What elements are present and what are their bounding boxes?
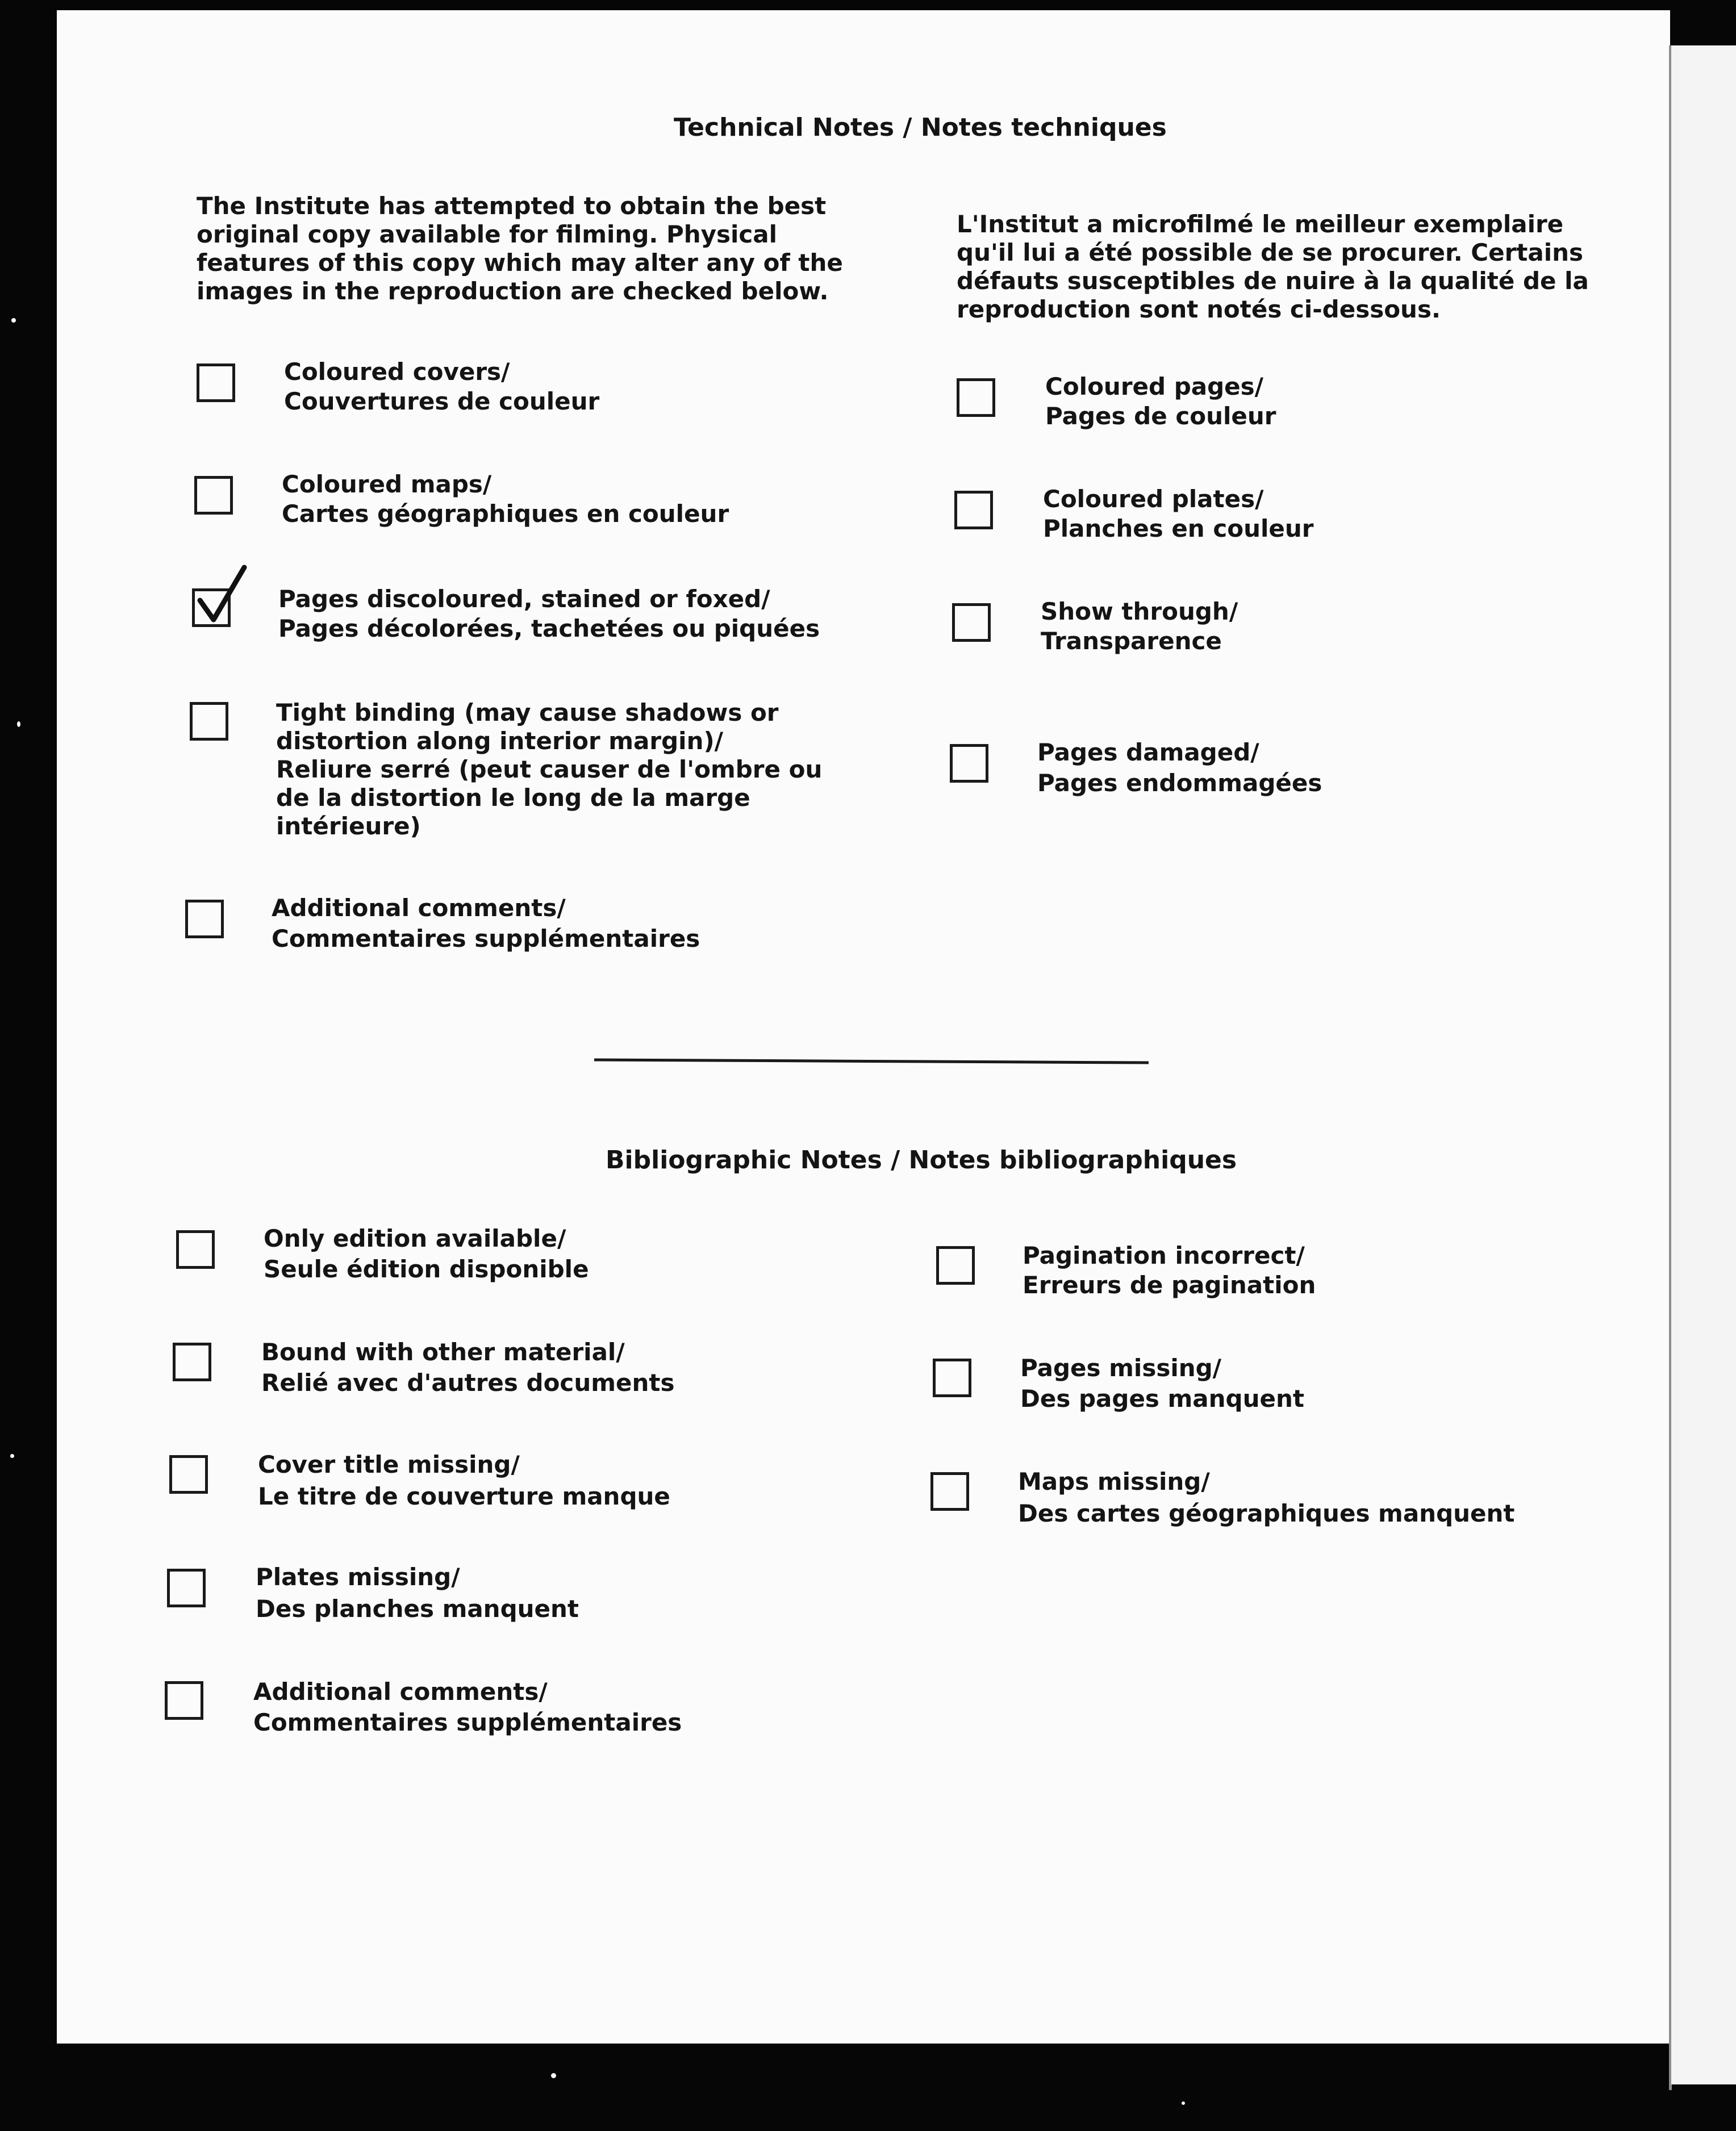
tight-binding-line-3: Reliure serré (peut causer de l'ombre ou <box>276 755 823 783</box>
film-speck <box>17 721 20 727</box>
tight-binding-checkbox[interactable] <box>190 702 228 741</box>
coloured-pages-checkbox[interactable] <box>957 378 995 417</box>
coloured-covers-label-en: Coloured covers/ <box>284 358 510 386</box>
only-edition-label-fr: Seule édition disponible <box>264 1255 589 1283</box>
additional-comments-label-fr: Commentaires supplémentaires <box>272 925 700 952</box>
intro-fr-line-3: défauts susceptibles de nuire à la qualité de la <box>957 267 1589 295</box>
tight-binding-line-5: intérieure) <box>276 812 421 840</box>
pages-damaged-label-en: Pages damaged/ <box>1037 738 1259 766</box>
intro-fr-line-4: reproduction sont notés ci-dessous. <box>957 295 1441 323</box>
plates-missing-label-en: Plates missing/ <box>256 1563 460 1591</box>
pages-missing-label-en: Pages missing/ <box>1020 1354 1222 1382</box>
pages-discoloured-label-en: Pages discoloured, stained or foxed/ <box>278 585 770 613</box>
intro-en-line-4: images in the reproduction are checked below. <box>197 277 829 305</box>
pages-discoloured-checkbox[interactable] <box>192 588 231 627</box>
additional-comments-label-en: Additional comments/ <box>272 894 566 922</box>
tight-binding-line-4: de la distortion le long de la marge <box>276 784 750 812</box>
intro-en-line-2: original copy available for filming. Physical <box>197 220 778 248</box>
bound-with-checkbox[interactable] <box>173 1343 211 1381</box>
film-speck <box>1591 22 1596 24</box>
show-through-checkbox[interactable] <box>952 603 991 642</box>
coloured-pages-label-fr: Pages de couleur <box>1045 402 1276 430</box>
next-page-strip <box>1671 45 1736 2084</box>
pagination-incorrect-label-fr: Erreurs de pagination <box>1023 1271 1316 1299</box>
bibliographic-notes-heading: Bibliographic Notes / Notes bibliographiques <box>606 1146 1237 1175</box>
technical-notes-heading: Technical Notes / Notes techniques <box>674 113 1167 142</box>
coloured-covers-checkbox[interactable] <box>197 363 235 402</box>
pages-damaged-label-fr: Pages endommagées <box>1037 769 1322 797</box>
bound-with-label-en: Bound with other material/ <box>261 1338 625 1366</box>
coloured-pages-label-en: Coloured pages/ <box>1045 373 1264 400</box>
film-speck <box>10 1454 14 1458</box>
pagination-incorrect-label-en: Pagination incorrect/ <box>1023 1242 1305 1269</box>
coloured-maps-label-fr: Cartes géographiques en couleur <box>282 500 729 528</box>
show-through-label-en: Show through/ <box>1041 597 1238 625</box>
additional-comments-checkbox[interactable] <box>185 900 224 938</box>
tight-binding-line-1: Tight binding (may cause shadows or <box>276 699 779 726</box>
bib-additional-comments-checkbox[interactable] <box>165 1681 203 1720</box>
plates-missing-checkbox[interactable] <box>167 1569 206 1607</box>
show-through-label-fr: Transparence <box>1041 627 1222 655</box>
coloured-plates-checkbox[interactable] <box>954 491 993 529</box>
film-speck <box>551 2073 556 2078</box>
coloured-maps-checkbox[interactable] <box>194 476 233 515</box>
intro-en-line-3: features of this copy which may alter any of the <box>197 249 843 277</box>
only-edition-label-en: Only edition available/ <box>264 1225 566 1252</box>
bound-with-label-fr: Relié avec d'autres documents <box>261 1369 675 1397</box>
tight-binding-line-2: distortion along interior margin)/ <box>276 727 724 755</box>
plates-missing-label-fr: Des planches manquent <box>256 1595 579 1623</box>
only-edition-checkbox[interactable] <box>176 1230 215 1269</box>
coloured-plates-label-fr: Planches en couleur <box>1043 515 1314 542</box>
coloured-maps-label-en: Coloured maps/ <box>282 470 492 498</box>
film-speck <box>1182 2101 1185 2105</box>
film-speck <box>11 318 16 323</box>
pages-missing-label-fr: Des pages manquent <box>1020 1385 1304 1413</box>
maps-missing-label-en: Maps missing/ <box>1018 1468 1210 1495</box>
intro-fr-line-1: L'Institut a microfilmé le meilleur exemplaire <box>957 210 1564 238</box>
checkmark-icon <box>192 564 254 626</box>
coloured-plates-label-en: Coloured plates/ <box>1043 485 1264 513</box>
intro-en-line-1: The Institute has attempted to obtain the best <box>197 192 827 220</box>
cover-title-missing-checkbox[interactable] <box>169 1455 208 1494</box>
bib-additional-comments-label-en: Additional comments/ <box>253 1678 548 1706</box>
cover-title-missing-label-en: Cover title missing/ <box>258 1451 520 1478</box>
pages-missing-checkbox[interactable] <box>933 1359 971 1397</box>
maps-missing-label-fr: Des cartes géographiques manquent <box>1018 1499 1515 1527</box>
bib-additional-comments-label-fr: Commentaires supplémentaires <box>253 1708 682 1736</box>
maps-missing-checkbox[interactable] <box>930 1472 969 1511</box>
cover-title-missing-label-fr: Le titre de couverture manque <box>258 1482 670 1510</box>
pages-damaged-checkbox[interactable] <box>950 744 988 783</box>
coloured-covers-label-fr: Couvertures de couleur <box>284 387 600 415</box>
intro-fr-line-2: qu'il lui a été possible de se procurer. Certains <box>957 239 1584 266</box>
pagination-incorrect-checkbox[interactable] <box>936 1246 975 1285</box>
pages-discoloured-label-fr: Pages décolorées, tachetées ou piquées <box>278 615 820 642</box>
